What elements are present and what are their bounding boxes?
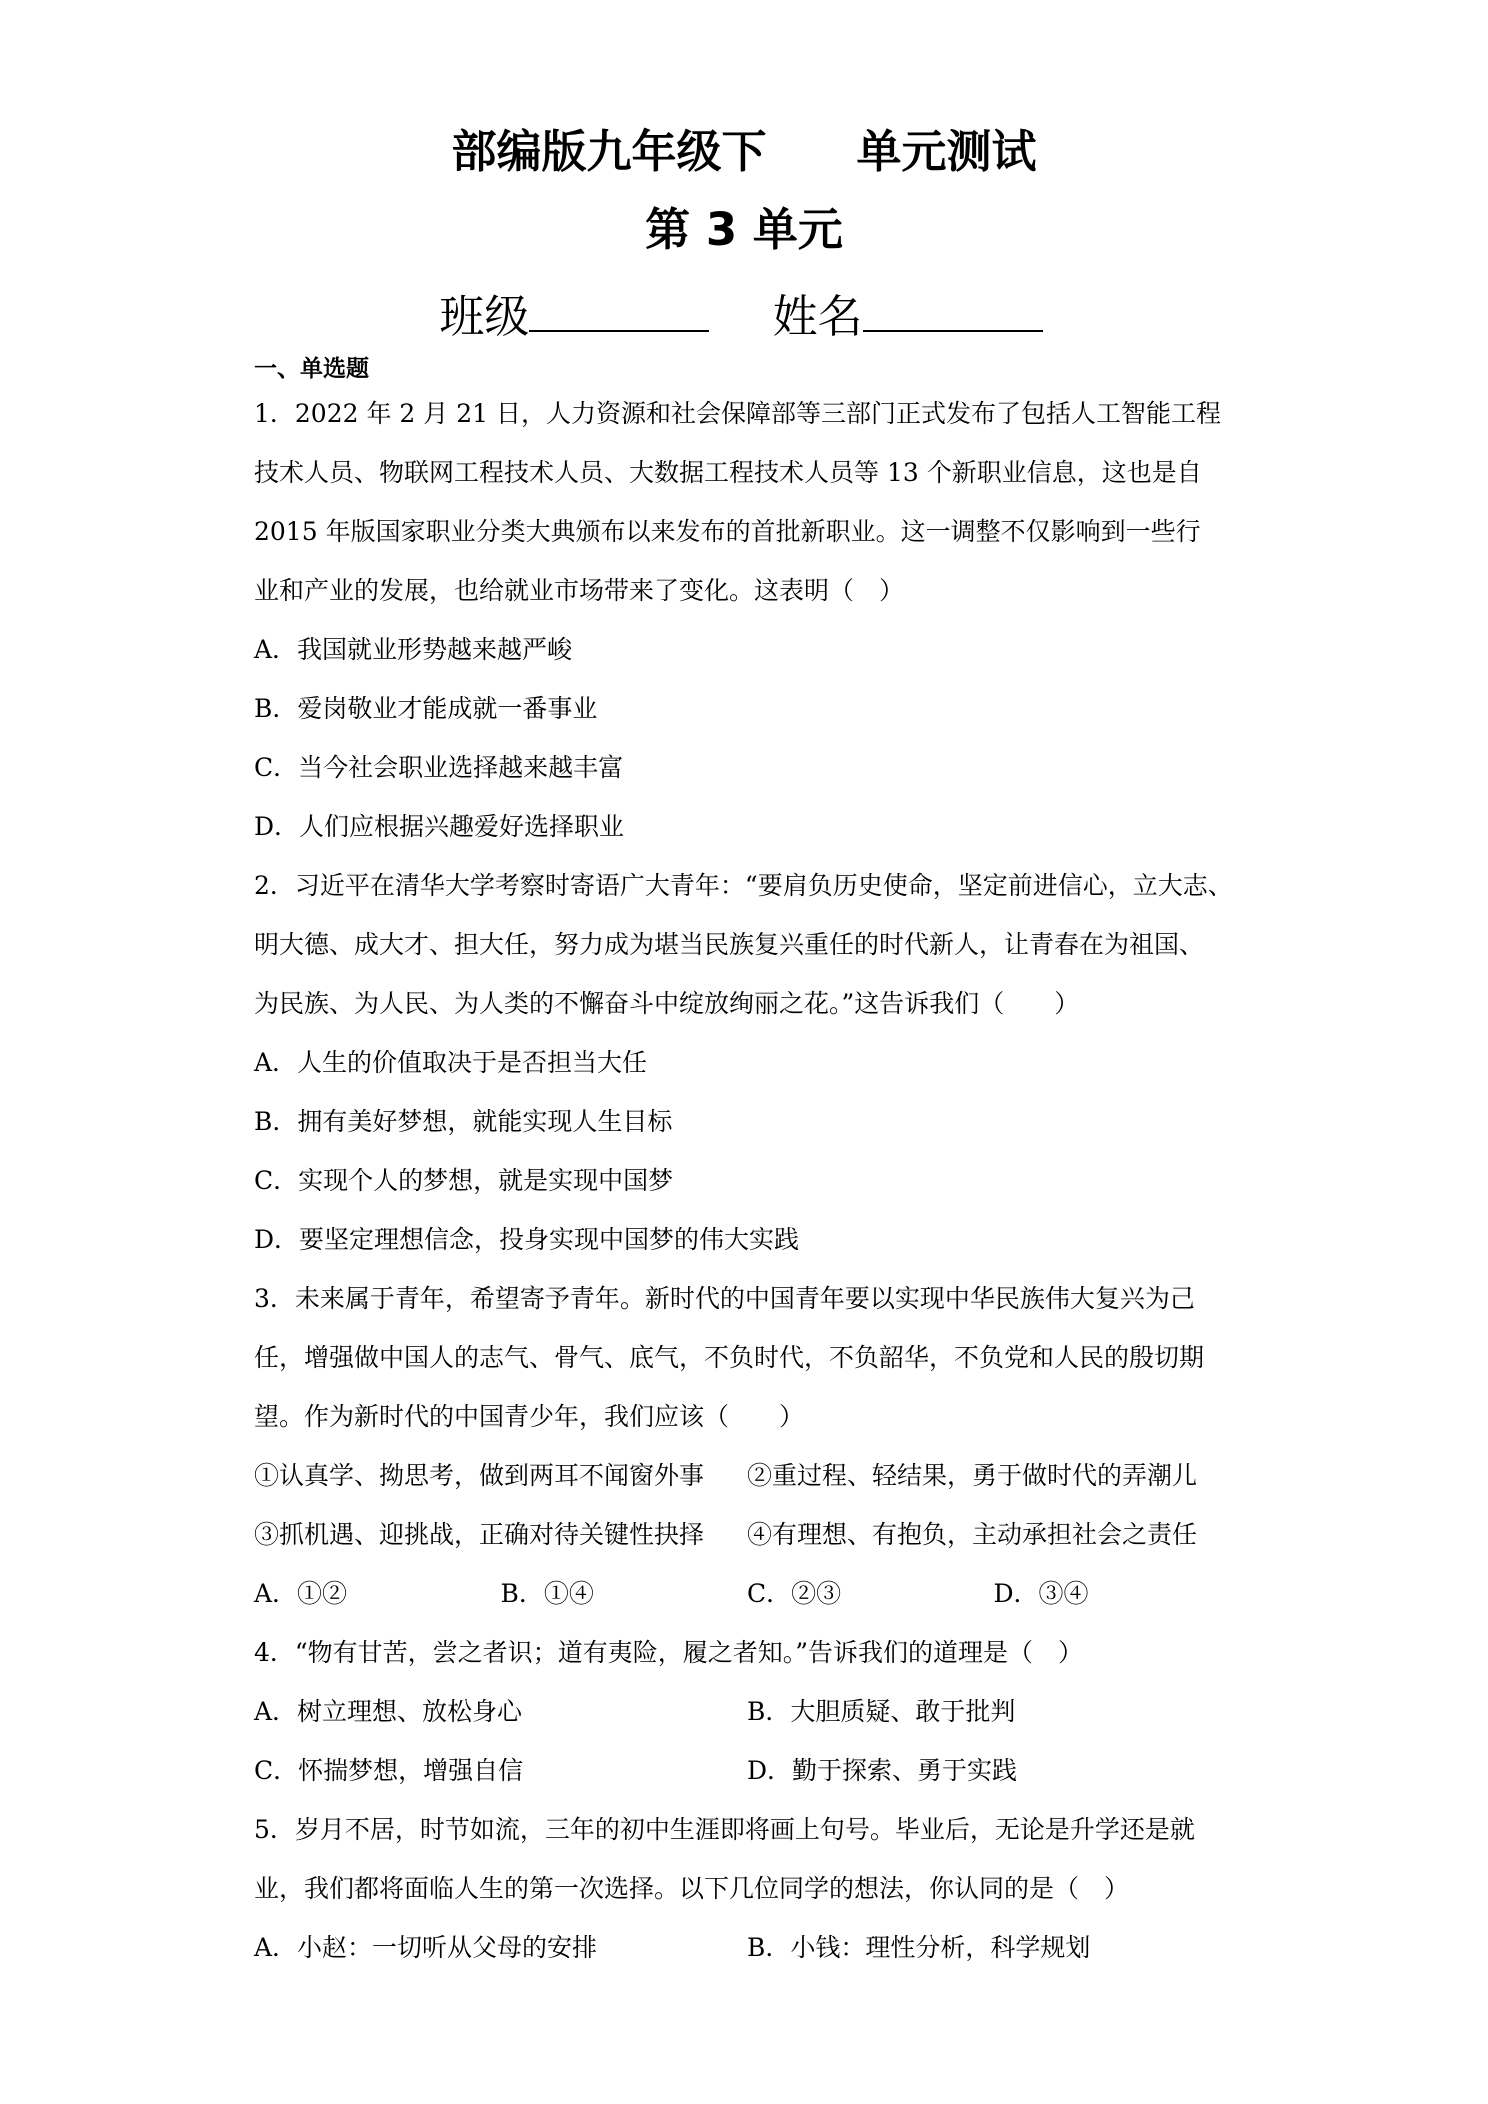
question-1-line-4: 业和产业的发展，也给就业市场带来了变化。这表明（ ） (254, 576, 905, 605)
question-3-option-b: B．①④ (500, 1579, 594, 1608)
question-3-option-c: C．②③ (747, 1579, 842, 1608)
class-label: 班级 (439, 290, 530, 343)
question-3-choice-4: ④有理想、有抱负，主动承担社会之责任 (747, 1520, 1198, 1549)
question-2 (254, 870, 1240, 1283)
question-4-line-1: 4．“物有甘苦，尝之者识；道有夷险，履之者知。”告诉我们的道理是（ ） (254, 1638, 1083, 1667)
question-3-choices-row-2 (254, 1519, 1240, 1578)
question-1 (254, 398, 1240, 870)
question-3-line-2: 任，增强做中国人的志气、骨气、底气，不负时代，不负韶华，不负党和人民的殷切期 (254, 1343, 1205, 1372)
question-2-option-b: B．拥有美好梦想，就能实现人生目标 (254, 1107, 673, 1136)
question-1-option-a: A．我国就业形势越来越严峻 (254, 635, 573, 664)
question-4-option-a: A．树立理想、放松身心 (254, 1697, 523, 1726)
question-1-option-d: D．人们应根据兴趣爱好选择职业 (254, 812, 625, 841)
question-3-option-d: D．③④ (993, 1579, 1089, 1608)
question-1-option-c: C．当今社会职业选择越来越丰富 (254, 753, 624, 782)
question-5-option-b: B．小钱：理性分析，科学规划 (747, 1933, 1091, 1962)
unit-title: 第 3 单元 (645, 203, 843, 256)
question-4-option-c: C．怀揣梦想，增强自信 (254, 1756, 524, 1785)
question-5 (254, 1814, 1240, 1991)
exam-title: 部编版九年级下 单元测试 (451, 125, 1037, 178)
name-label: 姓名 (772, 290, 863, 343)
question-1-line-2: 技术人员、物联网工程技术人员、大数据工程技术人员等 13 个新职业信息，这也是自 (254, 458, 1202, 487)
question-3-line-1: 3．未来属于青年，希望寄予青年。新时代的中国青年要以实现中华民族伟大复兴为己 (254, 1284, 1195, 1313)
question-4-option-b: B．大胆质疑、敢于批判 (747, 1697, 1016, 1726)
question-5-line-1: 5．岁月不居，时节如流，三年的初中生涯即将画上句号。毕业后，无论是升学还是就 (254, 1815, 1195, 1844)
question-3-line-3: 望。作为新时代的中国青少年，我们应该（ ） (254, 1402, 805, 1431)
question-4-options-row-1 (254, 1696, 1240, 1755)
question-1-line-3: 2015 年版国家职业分类大典颁布以来发布的首批新职业。这一调整不仅影响到一些行 (254, 517, 1201, 546)
question-4-option-d: D．勤于探索、勇于实践 (747, 1756, 1018, 1785)
question-4-options-row-2 (254, 1755, 1240, 1814)
question-3 (254, 1283, 1240, 1637)
question-2-line-3: 为民族、为人民、为人类的不懈奋斗中绽放绚丽之花。”这告诉我们（ ） (254, 989, 1080, 1018)
question-3-choice-2: ②重过程、轻结果，勇于做时代的弄潮儿 (747, 1461, 1198, 1490)
question-2-line-2: 明大德、成大才、担大任，努力成为堪当民族复兴重任的时代新人，让青春在为祖国、 (254, 930, 1205, 959)
question-1-line-1: 1．2022 年 2 月 21 日，人力资源和社会保障部等三部门正式发布了包括人工智能工程 (254, 399, 1221, 428)
question-2-option-a: A．人生的价值取决于是否担当大任 (254, 1048, 648, 1077)
question-2-option-d: D．要坚定理想信念，投身实现中国梦的伟大实践 (254, 1225, 800, 1254)
question-2-option-c: C．实现个人的梦想，就是实现中国梦 (254, 1166, 674, 1195)
question-3-choices-row-1 (254, 1460, 1240, 1519)
class-blank (529, 282, 709, 332)
name-blank (863, 282, 1043, 332)
question-3-choice-1: ①认真学、拗思考，做到两耳不闻窗外事 (254, 1461, 705, 1490)
question-3-choice-3: ③抓机遇、迎挑战，正确对待关键性抉择 (254, 1520, 705, 1549)
question-2-line-1: 2．习近平在清华大学考察时寄语广大青年：“要肩负历史使命，坚定前进信心，立大志、 (254, 871, 1233, 900)
question-3-options (254, 1578, 1240, 1637)
student-info-row (0, 282, 1488, 347)
question-1-option-b: B．爱岗敬业才能成就一番事业 (254, 694, 598, 723)
question-5-options-row-1 (254, 1932, 1240, 1991)
question-3-option-a: A．①② (254, 1579, 348, 1608)
question-5-line-2: 业，我们都将面临人生的第一次选择。以下几位同学的想法，你认同的是（ ） (254, 1874, 1130, 1903)
question-list (254, 398, 1240, 1991)
question-4 (254, 1637, 1240, 1814)
section-title: 一、单选题 (254, 356, 369, 382)
question-5-option-a: A．小赵：一切听从父母的安排 (254, 1933, 598, 1962)
